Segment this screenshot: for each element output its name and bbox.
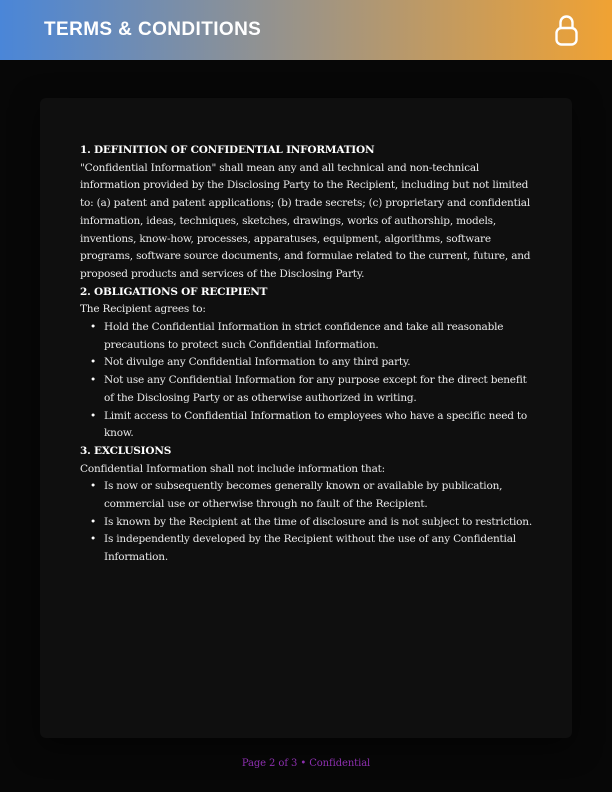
app-header [0, 0, 612, 60]
section-heading: 1. DEFINITION OF CONFIDENTIAL INFORMATION [80, 144, 375, 156]
section-heading: 3. EXCLUSIONS [80, 444, 172, 457]
bullet-item: • Is known by the Recipient at the time of disclosure and is not subject to restriction. [80, 514, 532, 532]
section-paragraph: Confidential Information shall not include information that: [80, 462, 386, 475]
section-paragraph: "Confidential Information" shall mean any and all technical and non-technical information provided by the Disclosing Party to the Recipient, including but not limited to: (a) patent and patent applications; (b) trade secrets; (c) proprietary and confidential information, ideas, techniques, sketches, drawings, works of authorship, models, inventions, know-how, processes, apparatuses, equipment, algorithms, software programs, software source documents, and formulae related to the current, future, and proposed products and services of the Disclosing Party. [80, 161, 531, 280]
section-bullet-list [80, 478, 532, 567]
bullet-item: • Not use any Confidential Information for any purpose except for the direct benefit of the Disclosing Party or as otherwise authorized in writing. [80, 372, 532, 407]
page-footer [0, 756, 612, 772]
section-paragraph: The Recipient agrees to: [80, 303, 206, 316]
bullet-item: • Hold the Confidential Information in strict confidence and take all reasonable precautions to protect such Confidential Information. [80, 319, 532, 354]
bullet-item: • Not divulge any Confidential Information to any third party. [80, 354, 532, 372]
section-heading: 2. OBLIGATIONS OF RECIPIENT [80, 285, 268, 298]
document-card [40, 98, 572, 738]
section-bullet-list [80, 319, 532, 443]
bullet-item: • Is now or subsequently becomes generally known or available by publication, commercial use or otherwise through no fault of the Recipient. [80, 478, 532, 513]
bullet-item: • Limit access to Confidential Information to employees who have a specific need to know. [80, 408, 532, 443]
document-content [80, 142, 532, 567]
lock-icon [553, 14, 580, 47]
page-footer-text: Page 2 of 3 • Confidential [241, 758, 371, 769]
page-title: TERMS & CONDITIONS [44, 19, 262, 40]
bullet-item: • Is independently developed by the Recipient without the use of any Confidential Information. [80, 531, 532, 566]
